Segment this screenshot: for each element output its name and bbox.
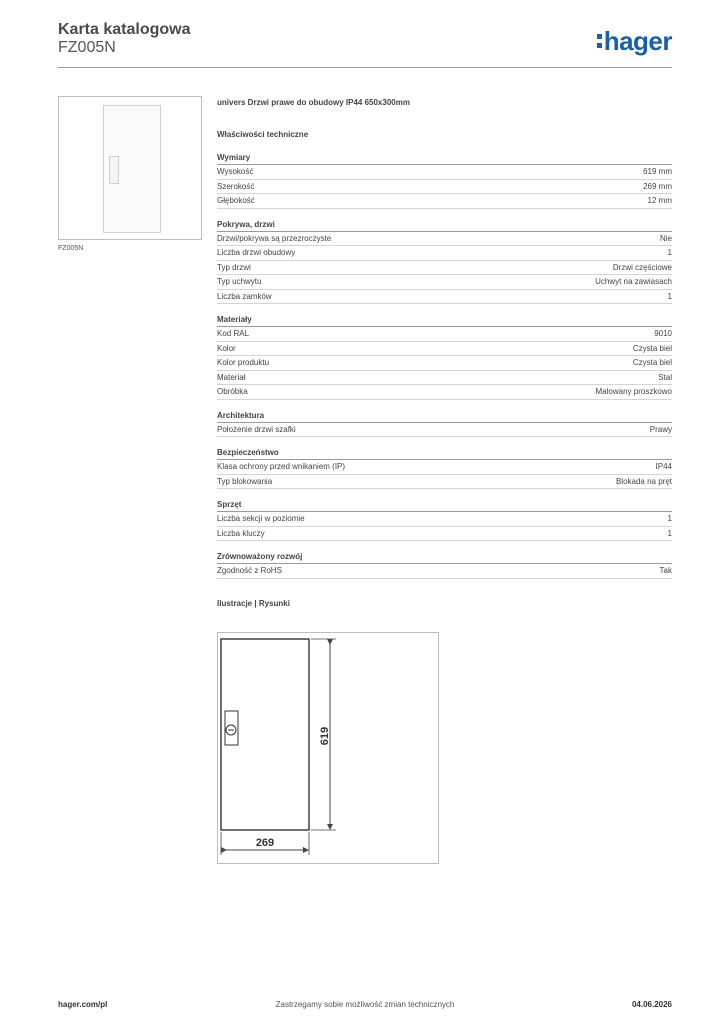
product-image xyxy=(58,96,202,240)
technical-drawing xyxy=(217,632,439,864)
spec-value: Blokada na pręt xyxy=(615,476,672,486)
spec-row xyxy=(217,261,672,276)
spec-value: Prawy xyxy=(649,424,672,434)
technical-drawing-svg xyxy=(218,633,438,863)
product-title: univers Drzwi prawe do obudowy IP44 650x300mm xyxy=(217,98,410,107)
spec-value: Stal xyxy=(658,372,672,382)
spec-label: Klasa ochrony przed wnikaniem (IP) xyxy=(217,462,346,471)
spec-group-title: Zrównoważony rozwój xyxy=(217,551,672,564)
spec-value: 1 xyxy=(667,248,672,257)
logo-wordmark: hager xyxy=(603,26,672,56)
spec-label: Liczba sekcji w poziomie xyxy=(217,514,305,523)
spec-label: Kolor produktu xyxy=(217,358,270,367)
spec-value: Drzwi częściowe xyxy=(612,262,672,272)
spec-label: Liczba drzwi obudowy xyxy=(217,248,296,257)
spec-group-title: Materiały xyxy=(217,314,672,327)
page-footer xyxy=(58,1000,672,1012)
spec-row xyxy=(217,423,672,438)
spec-group-title: Pokrywa, drzwi xyxy=(217,219,672,232)
spec-value: 1 xyxy=(667,514,672,523)
spec-value: 619 mm xyxy=(643,167,672,176)
spec-label: Wysokość xyxy=(217,167,254,176)
spec-row xyxy=(217,475,672,490)
spec-row xyxy=(217,385,672,400)
spec-row xyxy=(217,564,672,579)
spec-group-title: Wymiary xyxy=(217,152,672,165)
spec-label: Położenie drzwi szafki xyxy=(217,424,296,434)
width-label: 269 xyxy=(255,837,275,849)
door-illustration xyxy=(103,105,161,233)
spec-row xyxy=(217,194,672,209)
spec-value: Czysta biel xyxy=(632,358,672,367)
spec-row xyxy=(217,512,672,527)
spec-row xyxy=(217,165,672,180)
spec-row xyxy=(217,180,672,195)
product-code: FZ005N xyxy=(58,39,116,56)
spec-row xyxy=(217,327,672,342)
spec-label: Szerokość xyxy=(217,181,255,191)
spec-row xyxy=(217,342,672,357)
spec-group-title: Architektura xyxy=(217,410,672,423)
spec-label: Liczba zamków xyxy=(217,291,272,301)
spec-label: Typ uchwytu xyxy=(217,277,262,286)
spec-label: Typ drzwi xyxy=(217,262,251,272)
height-label: 619 xyxy=(319,726,331,746)
footer-website-link[interactable]: hager.com/pl xyxy=(58,1000,108,1009)
spec-row xyxy=(217,371,672,386)
spec-value: 269 mm xyxy=(643,181,672,191)
spec-label: Kolor xyxy=(217,343,236,353)
spec-label: Kod RAL xyxy=(217,329,250,338)
spec-row xyxy=(217,356,672,371)
spec-value: 1 xyxy=(667,528,672,538)
spec-value: Tak xyxy=(659,566,672,575)
spec-row xyxy=(217,232,672,247)
spec-label: Typ blokowania xyxy=(217,476,273,486)
spec-group xyxy=(217,219,672,305)
spec-row xyxy=(217,290,672,305)
footer-notice: Zastrzegamy sobie możliwość zmian technicznych xyxy=(275,1000,455,1009)
spec-row xyxy=(217,460,672,475)
spec-group xyxy=(217,410,672,438)
spec-group xyxy=(217,499,672,541)
spec-label: Materiał xyxy=(217,372,246,382)
spec-value: IP44 xyxy=(655,462,672,471)
spec-label: Głębokość xyxy=(217,196,255,205)
spec-value: 12 mm xyxy=(647,196,672,205)
footer-date: 04.06.2026 xyxy=(631,1000,672,1009)
spec-value: Nie xyxy=(659,233,672,243)
spec-row xyxy=(217,275,672,290)
header-divider xyxy=(58,67,672,68)
spec-label: Zgodność z RoHS xyxy=(217,566,282,575)
spec-groups xyxy=(217,152,672,579)
spec-value: Uchwyt na zawiasach xyxy=(595,277,672,286)
spec-group xyxy=(217,314,672,400)
spec-value: Czysta biel xyxy=(632,343,672,353)
spec-group xyxy=(217,551,672,579)
spec-group xyxy=(217,447,672,489)
spec-content xyxy=(217,96,672,611)
spec-row xyxy=(217,527,672,542)
spec-label: Liczba kluczy xyxy=(217,528,265,538)
spec-label: Drzwi/pokrywa są przezroczyste xyxy=(217,233,332,243)
spec-group xyxy=(217,152,672,209)
illustrations-title: Ilustracje | Rysunki xyxy=(217,598,290,608)
door-handle-icon xyxy=(109,156,119,184)
product-image-caption: FZ005N xyxy=(58,245,84,252)
spec-value: Malowany proszkowo xyxy=(595,387,672,396)
spec-label: Obróbka xyxy=(217,387,248,396)
section-title: Właściwości techniczne xyxy=(217,130,309,139)
spec-row xyxy=(217,246,672,261)
hager-logo xyxy=(597,27,672,55)
spec-group-title: Bezpieczeństwo xyxy=(217,447,672,460)
spec-value: 1 xyxy=(667,291,672,301)
spec-value: 9010 xyxy=(654,329,672,338)
page-title: Karta katalogowa xyxy=(58,21,191,38)
logo-colon-icon xyxy=(597,34,602,48)
spec-group-title: Sprzęt xyxy=(217,499,672,512)
